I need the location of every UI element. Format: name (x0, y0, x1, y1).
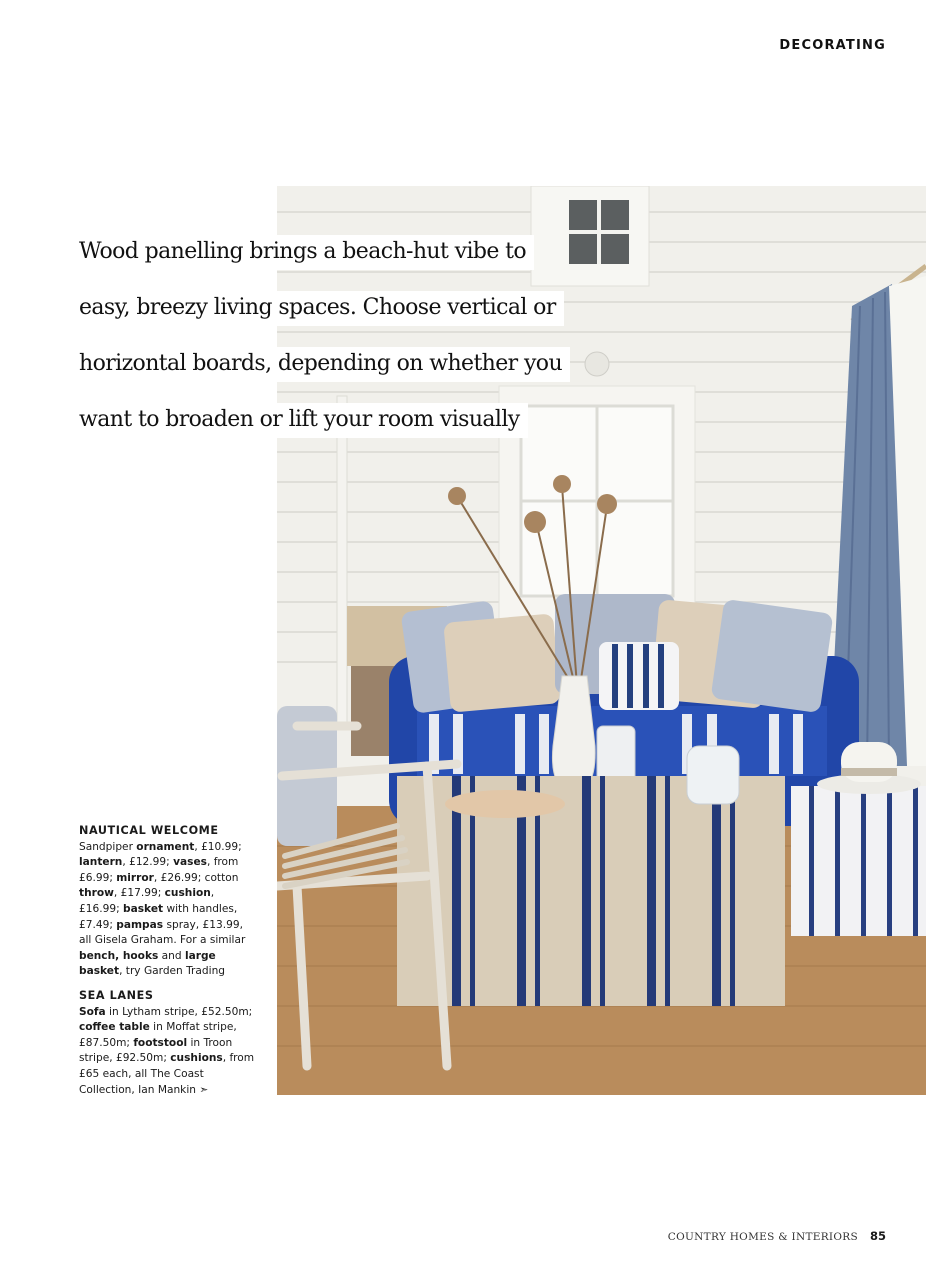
caption-item: coffee table (79, 1021, 150, 1034)
caption-item: Sofa (79, 1005, 106, 1018)
caption-text: and (158, 949, 185, 962)
caption-text: in Troon stripe, £92.50m; (79, 1036, 233, 1065)
caption-item: mirror (116, 871, 154, 884)
pull-quote-line: Wood panelling brings a beach-hut vibe to (79, 235, 534, 270)
pull-quote-line: want to broaden or lift your room visually (79, 403, 528, 438)
caption-text: , £10.99; (194, 840, 242, 853)
caption-text: , from £65 each, all The Coast Collection, Ian Mankin ➣ (79, 1052, 255, 1096)
caption-item: basket (123, 902, 164, 915)
magazine-title: COUNTRY HOMES & INTERIORS (667, 1231, 858, 1243)
caption-item: large basket (79, 949, 216, 978)
pull-quote (79, 224, 599, 448)
caption-text: spray, £13.99, all Gisela Graham. For a similar (79, 918, 246, 947)
caption-item: cushion (164, 887, 211, 900)
caption-item: vases (173, 856, 207, 869)
caption-item: cushions (170, 1052, 223, 1065)
caption-item: ornament (136, 840, 195, 853)
caption-nautical-welcome (79, 823, 257, 980)
caption-text: , £26.99; cotton (153, 871, 239, 884)
caption-text: Sandpiper (79, 840, 137, 853)
pull-quote-line: horizontal boards, depending on whether you (79, 347, 570, 382)
page-footer (668, 1229, 886, 1243)
caption-item: pampas (116, 918, 164, 931)
caption-text: in Moffat stripe, £87.50m; (79, 1021, 237, 1049)
caption-text: , try Garden Trading (119, 965, 226, 978)
caption-text: , £16.99; (79, 887, 215, 915)
caption-text: , from £6.99; (79, 856, 239, 884)
pull-quote-line: easy, breezy living spaces. Choose vertical or (79, 291, 564, 326)
caption-item: bench, hooks (79, 949, 159, 962)
page-number: 85 (869, 1229, 886, 1243)
caption-item: lantern (79, 856, 123, 869)
caption-item: throw (79, 887, 114, 900)
caption-heading: SEA LANES (79, 989, 154, 1002)
caption-text: , £17.99; (113, 887, 165, 900)
caption-text: in Lytham stripe, £52.50m; (105, 1005, 253, 1018)
caption-sea-lanes (79, 988, 257, 1098)
section-label: DECORATING (779, 38, 886, 53)
caption-text: with handles, £7.49; (79, 902, 238, 931)
caption-heading: NAUTICAL WELCOME (79, 824, 219, 837)
caption-text: , £12.99; (122, 856, 174, 869)
caption-item: footstool (133, 1036, 188, 1049)
